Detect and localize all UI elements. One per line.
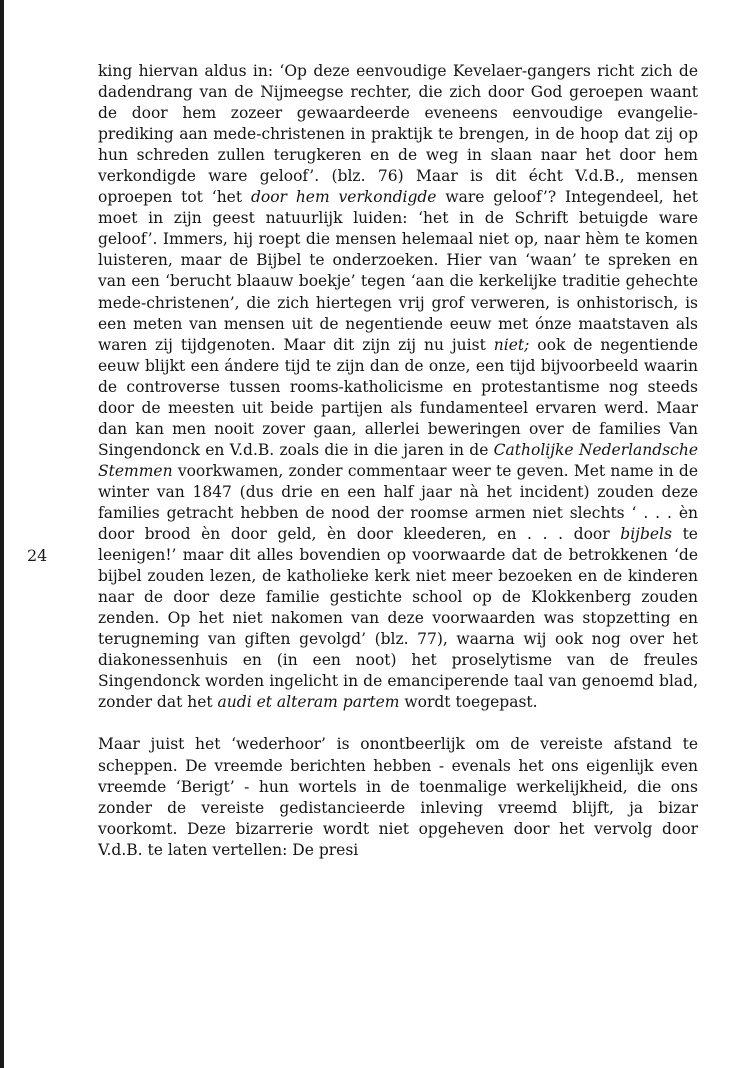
italic-run: door hem verkondigde bbox=[250, 188, 437, 207]
text-run: voorkwamen, zonder commentaar weer te geven. Met name in de winter van 1847 (dus drie en een half jaar nà het incident) zouden deze families getracht hebben de nood der roomse armen niet slechts ‘ . . . èn door brood èn door geld, èn door kleederen, en . . . door bbox=[98, 461, 698, 544]
text-run: Maar juist het ‘wederhoor’ is onontbeerlijk om de vereiste afstand te scheppen. De vreemde berichten hebben - evenals het ons eigenlijk even vreemde ‘Berigt’ - hun wortels in de toenmalige werkelijkheid, die ons zonder de vereiste gedistancieerde inleving vreemd blijft, ja bizar voorkomt. Deze bizarrerie wordt niet opgeheven door het vervolg door V.d.B. te laten vertellen: De presi bbox=[98, 735, 698, 859]
italic-run: bijbels bbox=[620, 525, 672, 544]
text-run: king hiervan aldus in: ‘Op deze eenvoudige Kevelaer-gangers richt zich de dadendrang van de Nijmeegse rechter, die zich door God geroepen waant de door hem zozeer gewaardeerde eveneens eenvoudige evangelie-prediking aan mede-christenen in praktijk te brengen, in de hoop dat zij op hun schreden zullen terugkeren en de weg in slaan naar het door hem verkondigde ware geloof’. (blz. 76) Maar is dit écht V.d.B., mensen oproepen tot ‘het bbox=[98, 62, 698, 207]
text-run: ware geloof’? Integendeel, het moet in zijn geest natuurlijk luiden: ‘het in de Schrift betuigde ware geloof’. Immers, hij roept die mensen helemaal niet op, naar hèm te komen luisteren, maar de Bijbel te onderzoeken. Hier van ‘waan’ te spreken en van een ‘berucht blaauw boekje’ tegen ‘aan die kerkelijke traditie gehechte mede-christenen’, die zich hiertegen vrij grof verweren, is onhistorisch, is een meten van mensen uit de negentiende eeuw met ónze maatstaven als waren zij tijdgenoten. Maar dit zijn zij nu juist bbox=[98, 188, 698, 354]
paragraph-2 bbox=[98, 734, 698, 860]
italic-run: audi et alteram partem bbox=[217, 693, 400, 712]
paragraph-1 bbox=[98, 61, 698, 713]
page-number: 24 bbox=[27, 546, 48, 565]
page-edge-line bbox=[0, 0, 4, 1068]
text-run: wordt toegepast. bbox=[399, 693, 538, 712]
italic-run: Catholijke Nederlandsche Stemmen bbox=[98, 440, 698, 480]
italic-run: niet; bbox=[493, 335, 530, 354]
body-text bbox=[98, 61, 698, 861]
text-run: te leenigen!’ maar dit alles bovendien op voorwaarde dat de betrokkenen ‘de bijbel zouden lezen, de katholieke kerk niet meer bezoeken en de kinderen naar de door deze familie gestichte school op de Klokkenberg zouden zenden. Op het niet nakomen van deze voorwaarden was stopzetting en terugneming van giften gevolgd’ (blz. 77), waarna wij ook nog over het diakonessenhuis en (in een noot) het proselytisme van de freules Singendonck worden ingelicht in de emanciperende taal van genoemd blad, zonder dat het bbox=[98, 525, 698, 712]
text-run: ook de negentiende eeuw blijkt een ándere tijd te zijn dan de onze, een tijd bijvoorbeeld waarin de controverse tussen rooms-katholicisme en protestantisme nog steeds door de meesten uit beide partijen als fundamenteel ervaren werd. Maar dan kan men nooit zover gaan, allerlei beweringen over de families Van Singendonck en V.d.B. zoals die in die jaren in de bbox=[98, 335, 699, 459]
